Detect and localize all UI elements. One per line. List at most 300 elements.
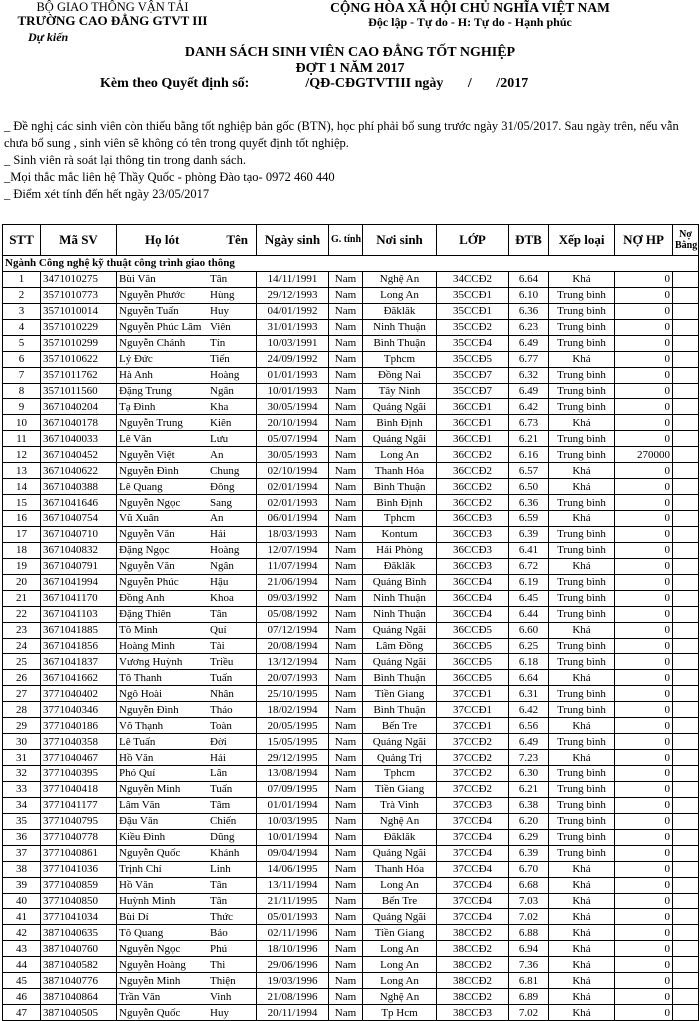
cell-dtb: 6.16	[509, 447, 549, 463]
cell-xep-loai: Trung bình	[549, 574, 615, 590]
cell-ma-sv: 3771040186	[41, 718, 117, 734]
cell-ngay-sinh: 21/08/1996	[257, 989, 329, 1005]
cell-ho-ten	[117, 558, 257, 574]
cell-ma-sv: 3671040710	[41, 526, 117, 542]
cell-gioi-tinh: Nam	[329, 319, 363, 335]
cell-gioi-tinh: Nam	[329, 909, 363, 925]
cell-ngay-sinh: 19/03/1996	[257, 973, 329, 989]
cell-ho-lot: Lê Văn	[119, 432, 152, 445]
table-row	[3, 909, 699, 925]
cell-ten: Bảo	[210, 926, 228, 939]
cell-ho-ten	[117, 431, 257, 447]
cell-xep-loai: Khá	[549, 479, 615, 495]
national-motto: Độc lập - Tự do - H: Tự do - Hạnh phúc	[368, 15, 572, 29]
cell-ho-ten	[117, 861, 257, 877]
cell-ten: An	[210, 448, 224, 461]
cell-no-bang	[673, 606, 699, 622]
cell-xep-loai: Trung bình	[549, 829, 615, 845]
cell-ho-ten	[117, 638, 257, 654]
cell-no-hp: 0	[615, 287, 673, 303]
cell-ten: Vinh	[210, 990, 232, 1003]
cell-ho-ten	[117, 271, 257, 287]
cell-dtb: 7.36	[509, 957, 549, 973]
cell-no-hp: 0	[615, 431, 673, 447]
cell-ngay-sinh: 02/11/1996	[257, 925, 329, 941]
cell-dtb: 6.31	[509, 686, 549, 702]
cell-no-hp: 0	[615, 925, 673, 941]
cell-noi-sinh: Quảng Ngãi	[363, 734, 437, 750]
cell-ngay-sinh: 20/10/1994	[257, 415, 329, 431]
decision-reference: Kèm theo Quyết định số: /QĐ-CĐGTVTIII ngày / /2017	[100, 76, 529, 91]
cell-ho-ten	[117, 1005, 257, 1021]
cell-gioi-tinh: Nam	[329, 463, 363, 479]
cell-ho-ten	[117, 526, 257, 542]
cell-ten: Linh	[210, 863, 231, 876]
cell-no-bang	[673, 654, 699, 670]
cell-ho-lot: Đặng Trung	[119, 384, 172, 397]
cell-noi-sinh: Kontum	[363, 526, 437, 542]
cell-lop: 36CCĐ4	[437, 574, 509, 590]
cell-gioi-tinh: Nam	[329, 893, 363, 909]
cell-ho-lot: Nguyễn Phước	[119, 289, 185, 302]
table-row	[3, 303, 699, 319]
cell-ho-lot: Nguyễn Đình	[119, 464, 179, 477]
cell-no-hp: 0	[615, 861, 673, 877]
cell-ma-sv: 3771041177	[41, 797, 117, 813]
cell-ho-lot: Lý Đức	[119, 353, 153, 366]
cell-lop: 37CCĐ3	[437, 797, 509, 813]
cell-lop: 37CCĐ1	[437, 718, 509, 734]
cell-gioi-tinh: Nam	[329, 335, 363, 351]
cell-no-hp: 0	[615, 367, 673, 383]
cell-stt: 30	[3, 734, 41, 750]
cell-gioi-tinh: Nam	[329, 351, 363, 367]
cell-stt: 12	[3, 447, 41, 463]
cell-ho-lot: Trịnh Chí	[119, 863, 162, 876]
cell-xep-loai: Trung bình	[549, 590, 615, 606]
cell-dtb: 6.64	[509, 670, 549, 686]
cell-xep-loai: Trung bình	[549, 303, 615, 319]
cell-xep-loai: Khá	[549, 750, 615, 766]
cell-ten: Hải	[210, 751, 226, 764]
cell-ngay-sinh: 20/11/1994	[257, 1005, 329, 1021]
cell-gioi-tinh: Nam	[329, 686, 363, 702]
col-header-noi-sinh: Nơi sinh	[363, 225, 437, 256]
table-row	[3, 734, 699, 750]
cell-ho-lot: Ngô Hoài	[119, 687, 163, 700]
cell-ten: Tuấn	[210, 671, 233, 684]
cell-no-bang	[673, 463, 699, 479]
cell-ma-sv: 3771041034	[41, 909, 117, 925]
cell-ten: Phú	[210, 942, 228, 955]
table-row	[3, 479, 699, 495]
cell-noi-sinh: Bình Định	[363, 495, 437, 511]
cell-ma-sv: 3571011762	[41, 367, 117, 383]
cell-noi-sinh: Long An	[363, 957, 437, 973]
table-row	[3, 925, 699, 941]
cell-no-bang	[673, 622, 699, 638]
cell-gioi-tinh: Nam	[329, 431, 363, 447]
nation-title: CỘNG HÒA XÃ HỘI CHỦ NGHĨA VIỆT NAM	[330, 0, 610, 15]
cell-ngay-sinh: 10/03/1991	[257, 335, 329, 351]
cell-noi-sinh: Tiền Giang	[363, 781, 437, 797]
cell-ho-ten	[117, 590, 257, 606]
cell-no-bang	[673, 957, 699, 973]
cell-ngay-sinh: 10/03/1995	[257, 813, 329, 829]
cell-ma-sv: 3771041036	[41, 861, 117, 877]
cell-lop: 35CCĐ4	[437, 335, 509, 351]
cell-lop: 35CCĐ5	[437, 351, 509, 367]
cell-ho-ten	[117, 989, 257, 1005]
cell-no-hp: 0	[615, 558, 673, 574]
table-row	[3, 526, 699, 542]
draft-label: Dự kiến	[28, 30, 69, 44]
cell-lop: 37CCĐ2	[437, 734, 509, 750]
cell-stt: 22	[3, 606, 41, 622]
cell-lop: 37CCĐ4	[437, 893, 509, 909]
cell-ma-sv: 3571010299	[41, 335, 117, 351]
cell-stt: 37	[3, 845, 41, 861]
cell-noi-sinh: Nghệ An	[363, 271, 437, 287]
cell-no-bang	[673, 941, 699, 957]
cell-noi-sinh: Lâm Đồng	[363, 638, 437, 654]
cell-gioi-tinh: Nam	[329, 989, 363, 1005]
cell-ten: Quí	[210, 624, 227, 637]
cell-ma-sv: 3771040418	[41, 781, 117, 797]
cell-gioi-tinh: Nam	[329, 415, 363, 431]
cell-ngay-sinh: 14/11/1991	[257, 271, 329, 287]
cell-stt: 23	[3, 622, 41, 638]
cell-ten: Huy	[210, 305, 229, 318]
cell-dtb: 7.02	[509, 909, 549, 925]
cell-ten: Tiến	[210, 353, 230, 366]
cell-xep-loai: Khá	[549, 558, 615, 574]
cell-lop: 37CCĐ4	[437, 829, 509, 845]
col-header-stt: STT	[3, 225, 41, 256]
cell-dtb: 6.39	[509, 845, 549, 861]
cell-xep-loai: Trung bình	[549, 606, 615, 622]
cell-ho-ten	[117, 654, 257, 670]
cell-xep-loai: Khá	[549, 957, 615, 973]
cell-ma-sv: 3871040760	[41, 941, 117, 957]
cell-gioi-tinh: Nam	[329, 1005, 363, 1021]
cell-no-hp: 0	[615, 686, 673, 702]
cell-gioi-tinh: Nam	[329, 542, 363, 558]
cell-no-bang	[673, 399, 699, 415]
cell-xep-loai: Trung bình	[549, 702, 615, 718]
cell-stt: 11	[3, 431, 41, 447]
cell-gioi-tinh: Nam	[329, 654, 363, 670]
cell-dtb: 6.49	[509, 734, 549, 750]
cell-ho-ten	[117, 542, 257, 558]
cell-no-hp: 0	[615, 829, 673, 845]
cell-ho-ten	[117, 351, 257, 367]
cell-dtb: 6.42	[509, 399, 549, 415]
cell-ten: Ngân	[210, 560, 234, 573]
cell-ten: Toàn	[210, 719, 232, 732]
cell-ma-sv: 3671041885	[41, 622, 117, 638]
cell-ten: Chiến	[210, 815, 237, 828]
cell-ho-ten	[117, 447, 257, 463]
cell-no-hp: 0	[615, 590, 673, 606]
cell-ho-ten	[117, 813, 257, 829]
cell-stt: 1	[3, 271, 41, 287]
cell-ma-sv: 3771040850	[41, 893, 117, 909]
col-header-dtb: ĐTB	[509, 225, 549, 256]
cell-ho-lot: Huỳnh Minh	[119, 894, 176, 907]
cell-xep-loai: Khá	[549, 909, 615, 925]
cell-no-bang	[673, 303, 699, 319]
cell-ma-sv: 3871040635	[41, 925, 117, 941]
cell-ten: Tuấn	[210, 783, 233, 796]
cell-ngay-sinh: 04/01/1992	[257, 303, 329, 319]
cell-ma-sv: 3771040358	[41, 734, 117, 750]
cell-ngay-sinh: 13/12/1994	[257, 654, 329, 670]
cell-dtb: 6.49	[509, 383, 549, 399]
cell-no-bang	[673, 1005, 699, 1021]
cell-no-hp: 0	[615, 574, 673, 590]
cell-dtb: 6.68	[509, 877, 549, 893]
cell-gioi-tinh: Nam	[329, 622, 363, 638]
cell-gioi-tinh: Nam	[329, 479, 363, 495]
cell-ngay-sinh: 21/11/1995	[257, 893, 329, 909]
cell-xep-loai: Trung bình	[549, 526, 615, 542]
cell-lop: 36CCĐ1	[437, 431, 509, 447]
cell-lop: 37CCĐ1	[437, 686, 509, 702]
cell-gioi-tinh: Nam	[329, 495, 363, 511]
cell-lop: 38CCĐ2	[437, 989, 509, 1005]
cell-no-hp: 0	[615, 383, 673, 399]
cell-no-bang	[673, 766, 699, 782]
cell-noi-sinh: Bình Thuận	[363, 702, 437, 718]
cell-ho-lot: Trần Văn	[119, 990, 161, 1003]
cell-ngay-sinh: 29/12/1993	[257, 287, 329, 303]
cell-xep-loai: Khá	[549, 893, 615, 909]
cell-noi-sinh: Long An	[363, 287, 437, 303]
cell-ho-ten	[117, 670, 257, 686]
cell-ten: Sang	[210, 496, 232, 509]
cell-lop: 37CCĐ4	[437, 845, 509, 861]
cell-gioi-tinh: Nam	[329, 829, 363, 845]
document-subtitle: ĐỢT 1 NĂM 2017	[295, 61, 405, 76]
cell-no-hp: 0	[615, 957, 673, 973]
cell-no-bang	[673, 973, 699, 989]
col-header-ho-lot: Họ lót	[145, 232, 180, 247]
cell-ma-sv: 3871040864	[41, 989, 117, 1005]
cell-no-bang	[673, 511, 699, 527]
cell-no-bang	[673, 989, 699, 1005]
cell-ho-ten	[117, 845, 257, 861]
cell-ma-sv: 3771040467	[41, 750, 117, 766]
table-row	[3, 271, 699, 287]
cell-no-bang	[673, 686, 699, 702]
cell-ngay-sinh: 15/05/1995	[257, 734, 329, 750]
cell-ma-sv: 3771040778	[41, 829, 117, 845]
col-header-gioi-tinh: G. tính	[329, 225, 363, 256]
cell-xep-loai: Trung bình	[549, 383, 615, 399]
cell-no-bang	[673, 590, 699, 606]
cell-xep-loai: Khá	[549, 351, 615, 367]
cell-ho-ten	[117, 303, 257, 319]
cell-stt: 19	[3, 558, 41, 574]
cell-no-bang	[673, 335, 699, 351]
cell-no-bang	[673, 750, 699, 766]
cell-noi-sinh: Tiền Giang	[363, 925, 437, 941]
cell-noi-sinh: Tây Ninh	[363, 383, 437, 399]
note-item: _ Điểm xét tính đến hết ngày 23/05/2017	[4, 187, 210, 201]
cell-noi-sinh: Long An	[363, 941, 437, 957]
cell-no-hp: 0	[615, 319, 673, 335]
cell-ten: An	[210, 512, 224, 525]
cell-xep-loai: Khá	[549, 877, 615, 893]
cell-dtb: 6.88	[509, 925, 549, 941]
cell-ngay-sinh: 29/06/1996	[257, 957, 329, 973]
cell-ma-sv: 3671041646	[41, 495, 117, 511]
cell-ho-lot: Nguyễn Quốc	[119, 1006, 181, 1019]
cell-stt: 20	[3, 574, 41, 590]
cell-gioi-tinh: Nam	[329, 367, 363, 383]
cell-no-bang	[673, 638, 699, 654]
cell-gioi-tinh: Nam	[329, 734, 363, 750]
cell-ten: Nhân	[210, 687, 234, 700]
cell-lop: 36CCĐ4	[437, 606, 509, 622]
cell-noi-sinh: Tiền Giang	[363, 686, 437, 702]
cell-ma-sv: 3671040033	[41, 431, 117, 447]
cell-ma-sv: 3771040346	[41, 702, 117, 718]
cell-stt: 10	[3, 415, 41, 431]
cell-ten: Khánh	[210, 847, 240, 860]
cell-ma-sv: 3671040178	[41, 415, 117, 431]
cell-noi-sinh: Quảng Trị	[363, 750, 437, 766]
cell-lop: 36CCĐ2	[437, 495, 509, 511]
cell-noi-sinh: Thanh Hóa	[363, 861, 437, 877]
cell-gioi-tinh: Nam	[329, 941, 363, 957]
cell-no-hp: 0	[615, 973, 673, 989]
col-header-no-hp: NỢ HP	[615, 225, 673, 256]
cell-ho-ten	[117, 781, 257, 797]
cell-noi-sinh: Ninh Thuận	[363, 606, 437, 622]
cell-gioi-tinh: Nam	[329, 718, 363, 734]
cell-lop: 35CCĐ7	[437, 383, 509, 399]
cell-xep-loai: Khá	[549, 415, 615, 431]
cell-no-bang	[673, 829, 699, 845]
cell-ngay-sinh: 10/01/1994	[257, 829, 329, 845]
cell-xep-loai: Trung bình	[549, 813, 615, 829]
cell-gioi-tinh: Nam	[329, 638, 363, 654]
cell-ho-lot: Nguyễn Trung	[119, 416, 183, 429]
cell-stt: 13	[3, 463, 41, 479]
cell-gioi-tinh: Nam	[329, 526, 363, 542]
cell-ngay-sinh: 20/07/1993	[257, 670, 329, 686]
table-row	[3, 829, 699, 845]
cell-stt: 33	[3, 781, 41, 797]
graduate-table	[2, 224, 699, 1021]
cell-ma-sv: 3471010275	[41, 271, 117, 287]
cell-ho-lot: Hồ Văn	[119, 879, 154, 892]
table-row	[3, 686, 699, 702]
cell-ngay-sinh: 29/12/1995	[257, 750, 329, 766]
cell-dtb: 6.45	[509, 590, 549, 606]
cell-gioi-tinh: Nam	[329, 973, 363, 989]
document-header-right	[240, 0, 700, 29]
group-label: Ngành Công nghệ kỹ thuật công trình giao thông	[3, 256, 699, 272]
cell-dtb: 7.02	[509, 1005, 549, 1021]
cell-lop: 37CCĐ4	[437, 813, 509, 829]
col-header-ma-sv: Mã SV	[41, 225, 117, 256]
cell-no-hp: 0	[615, 638, 673, 654]
cell-ma-sv: 3671041856	[41, 638, 117, 654]
cell-lop: 35CCĐ2	[437, 319, 509, 335]
cell-stt: 3	[3, 303, 41, 319]
table-row	[3, 750, 699, 766]
cell-ho-ten	[117, 702, 257, 718]
cell-ho-lot: Nguyễn Ngọc	[119, 496, 181, 509]
cell-no-bang	[673, 271, 699, 287]
cell-ho-ten	[117, 893, 257, 909]
cell-ten: Tân	[210, 879, 228, 892]
cell-no-hp: 0	[615, 989, 673, 1005]
cell-ho-lot: Kiều Đình	[119, 831, 166, 844]
cell-ten: Ngân	[210, 384, 234, 397]
cell-ten: Tân	[210, 273, 228, 286]
table-row	[3, 335, 699, 351]
cell-ngay-sinh: 31/01/1993	[257, 319, 329, 335]
cell-lop: 36CCĐ2	[437, 479, 509, 495]
cell-ho-ten	[117, 734, 257, 750]
cell-dtb: 6.21	[509, 781, 549, 797]
cell-no-bang	[673, 542, 699, 558]
cell-ten: Tân	[210, 894, 228, 907]
cell-ho-ten	[117, 335, 257, 351]
cell-ho-lot: Hà Anh	[119, 369, 153, 382]
cell-lop: 36CCĐ5	[437, 622, 509, 638]
table-row	[3, 415, 699, 431]
cell-noi-sinh: Tp Hcm	[363, 1005, 437, 1021]
cell-ten: Kiên	[210, 416, 232, 429]
cell-ten: Tín	[210, 337, 226, 350]
cell-xep-loai: Trung bình	[549, 335, 615, 351]
cell-xep-loai: Trung bình	[549, 431, 615, 447]
cell-no-hp: 0	[615, 877, 673, 893]
cell-xep-loai: Trung bình	[549, 734, 615, 750]
cell-ten: Viên	[210, 321, 231, 334]
cell-stt: 27	[3, 686, 41, 702]
cell-dtb: 7.23	[509, 750, 549, 766]
cell-ten: Đông	[210, 480, 235, 493]
cell-noi-sinh: Quảng Ngãi	[363, 845, 437, 861]
cell-ho-lot: Đặng Ngọc	[119, 544, 170, 557]
cell-ho-lot: Nguyễn Chánh	[119, 337, 186, 350]
cell-stt: 4	[3, 319, 41, 335]
cell-ten: Lân	[210, 767, 228, 780]
cell-gioi-tinh: Nam	[329, 813, 363, 829]
cell-ho-lot: Nguyễn Minh	[119, 783, 181, 796]
cell-no-bang	[673, 431, 699, 447]
cell-xep-loai: Trung bình	[549, 542, 615, 558]
cell-dtb: 6.42	[509, 702, 549, 718]
cell-stt: 34	[3, 797, 41, 813]
table-row	[3, 511, 699, 527]
cell-no-bang	[673, 877, 699, 893]
table-row	[3, 367, 699, 383]
table-row	[3, 574, 699, 590]
cell-no-bang	[673, 670, 699, 686]
cell-noi-sinh: Ninh Thuận	[363, 590, 437, 606]
cell-ngay-sinh: 07/09/1995	[257, 781, 329, 797]
table-row	[3, 558, 699, 574]
cell-ho-lot: Đặng Thiên	[119, 608, 172, 621]
cell-no-bang	[673, 718, 699, 734]
